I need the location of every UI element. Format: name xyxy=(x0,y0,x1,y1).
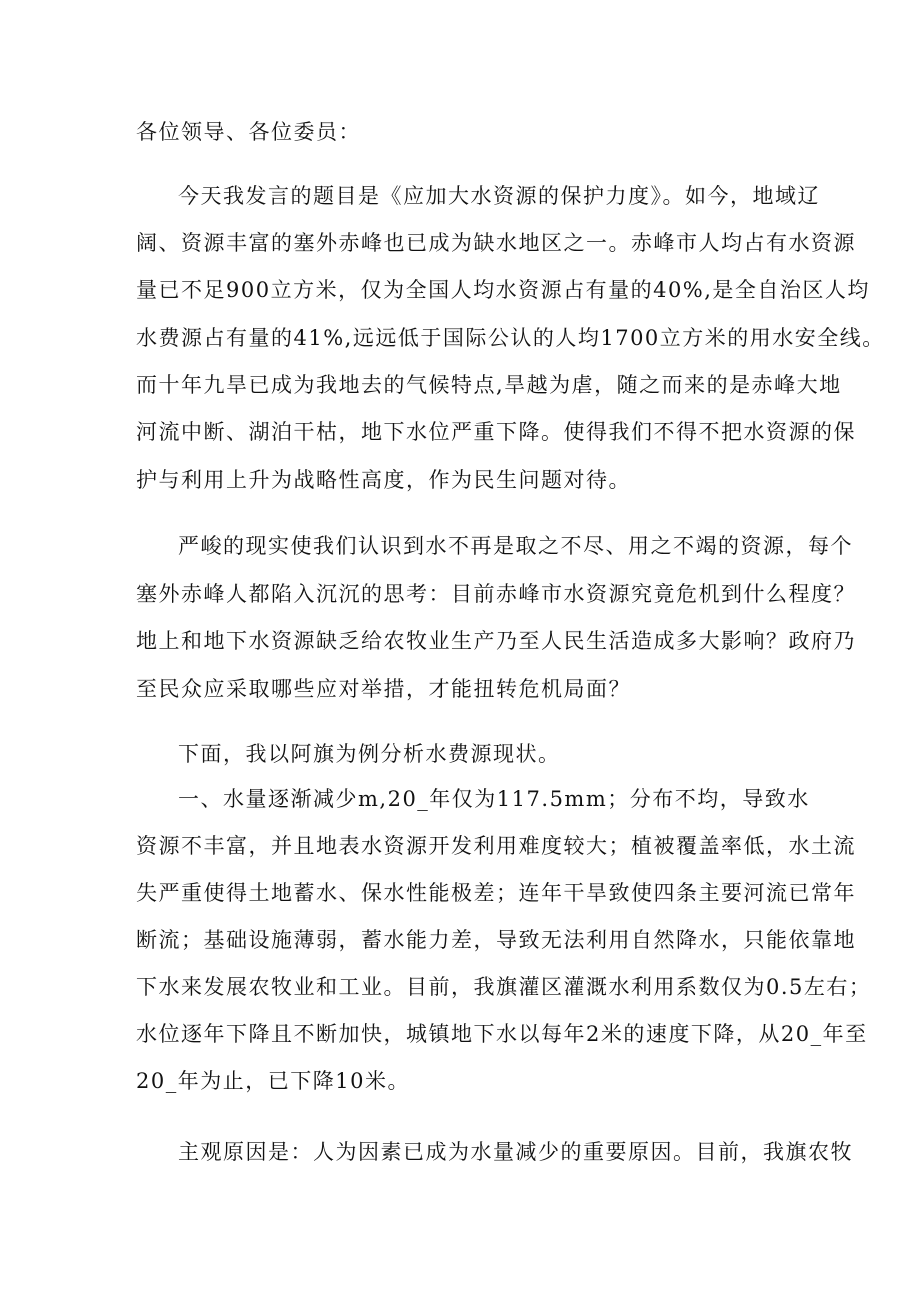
paragraph-line: 地上和地下水资源缺乏给农牧业生产乃至人民生活造成多大影响？政府乃 xyxy=(136,629,856,653)
paragraph-line: 今天我发言的题目是《应加大水资源的保护力度》。如今，地域辽 xyxy=(178,184,820,208)
paragraph-line: 量已不足900立方米，仅为全国人均水资源占有量的40%,是全自治区人均 xyxy=(136,278,870,302)
paragraph-line: 至民众应采取哪些应对举措，才能扭转危机局面？ xyxy=(136,677,631,701)
salutation: 各位领导、各位委员： xyxy=(136,120,361,144)
paragraph-line: 下水来发展农牧业和工业。目前，我旗灌区灌溉水利用系数仅为0.5左右； xyxy=(136,975,872,999)
paragraph-line: 资源不丰富，并且地表水资源开发利用难度较大；植被覆盖率低，水土流 xyxy=(136,834,856,858)
paragraph-line: 断流；基础设施薄弱，蓄水能力差，导致无法利用自然降水，只能依靠地 xyxy=(136,928,856,952)
paragraph-line: 严峻的现实使我们认识到水不再是取之不尽、用之不竭的资源，每个 xyxy=(178,534,853,558)
paragraph-line: 失严重使得土地蓄水、保水性能极差；连年干旱致使四条主要河流已常年 xyxy=(136,881,856,905)
paragraph-line: 下面，我以阿旗为例分析水费源现状。 xyxy=(178,742,561,766)
paragraph-line: 水位逐年下降且不断加快，城镇地下水以每年2米的速度下降，从20_年至 xyxy=(136,1022,868,1046)
paragraph-line: 阔、资源丰富的塞外赤峰也已成为缺水地区之一。赤峰市人均占有水资源 xyxy=(136,231,856,255)
paragraph-line: 20_年为止，已下降10米。 xyxy=(136,1069,410,1093)
paragraph-line: 而十年九旱已成为我地去的气候特点,旱越为虐，随之而来的是赤峰大地 xyxy=(136,373,842,397)
paragraph-line: 塞外赤峰人都陷入沉沉的思考：目前赤峰市水资源究竟危机到什么程度？ xyxy=(136,582,856,606)
paragraph-line: 一、水量逐渐减少m,20_年仅为117.5mm；分布不均，导致水 xyxy=(178,787,810,811)
paragraph-line: 水费源占有量的41%,远远低于国际公认的人均1700立方米的用水安全线。 xyxy=(136,326,885,350)
paragraph-line: 河流中断、湖泊干枯，地下水位严重下降。使得我们不得不把水资源的保 xyxy=(136,420,856,444)
paragraph-line: 主观原因是：人为因素已成为水量减少的重要原因。目前，我旗农牧 xyxy=(178,1140,853,1164)
paragraph-line: 护与利用上升为战略性高度，作为民生问题对待。 xyxy=(136,468,631,492)
